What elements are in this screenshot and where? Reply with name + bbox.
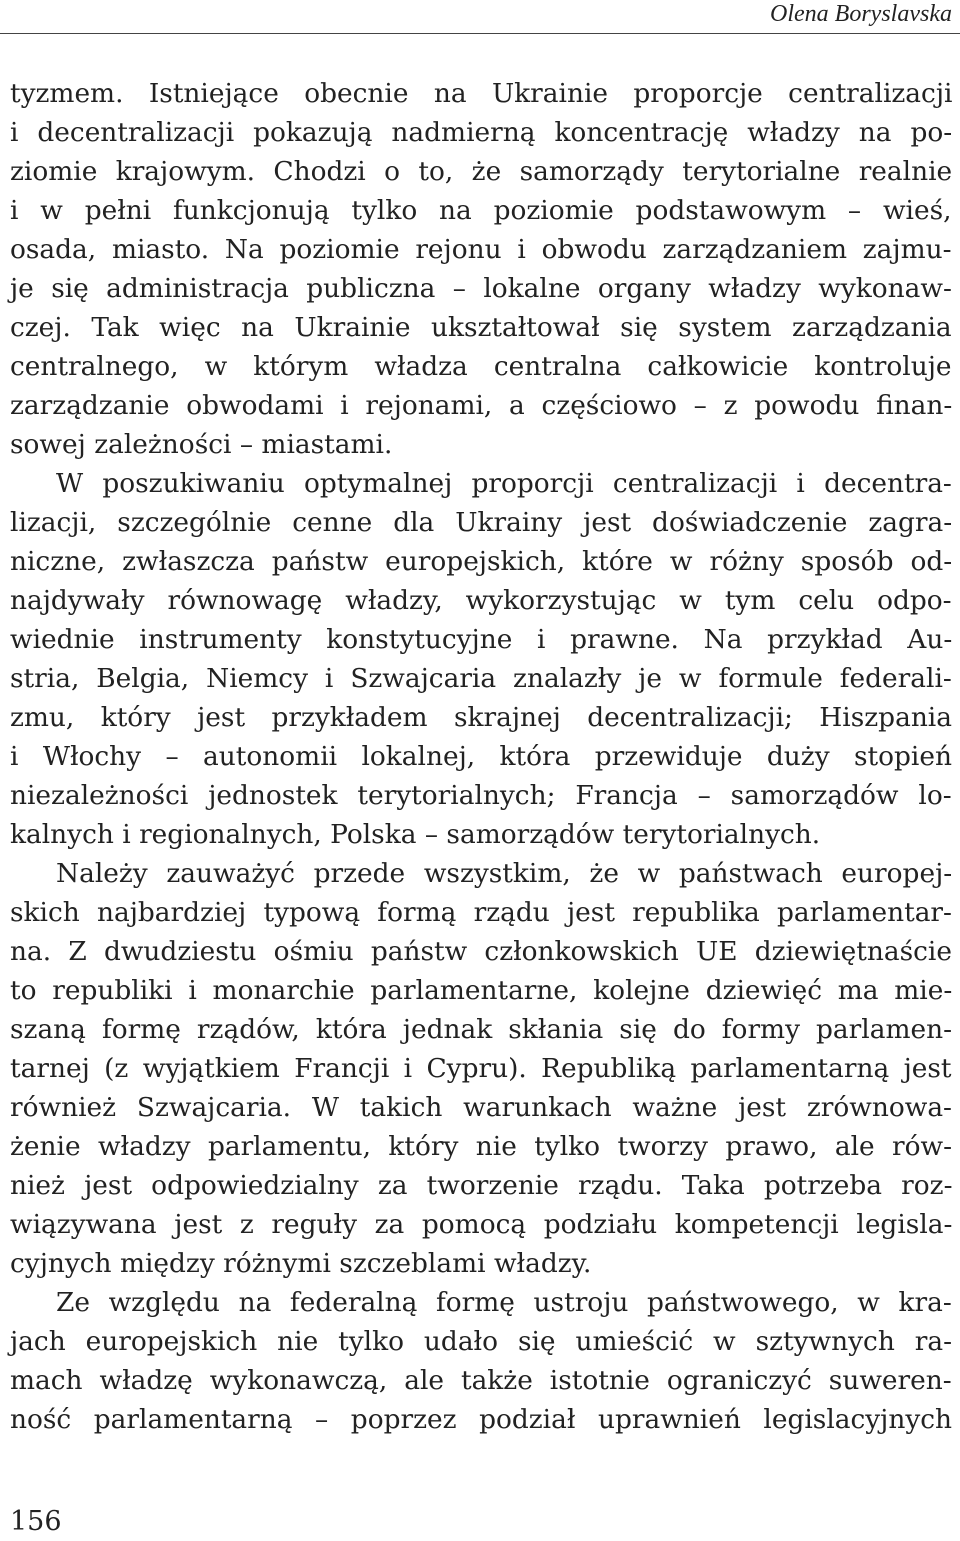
text-line: skich najbardziej typową formą rządu jest republika parlamentar-	[10, 897, 952, 928]
text-line: cyjnych między różnymi szczeblami władzy.	[10, 1248, 592, 1279]
text-line: jach europejskich nie tylko udało się umieścić w sztywnych ra-	[10, 1326, 953, 1357]
text-line: stria, Belgia, Niemcy i Szwajcaria znalazły je w formule federali-	[10, 663, 952, 694]
paragraph-3	[10, 854, 952, 1283]
text-line: centralnego, w którym władza centralna całkowicie kontroluje	[10, 351, 952, 382]
text-line: sowej zależności – miastami.	[10, 429, 393, 460]
text-line: na. Z dwudziestu ośmiu państw członkowskich UE dziewiętnaście	[10, 936, 952, 967]
text-line: również Szwajcaria. W takich warunkach ważne jest zrównowa-	[10, 1092, 952, 1123]
text-line: osada, miasto. Na poziomie rejonu i obwodu zarządzaniem zajmu-	[10, 234, 952, 265]
paragraph-2	[10, 464, 952, 854]
text-line: i w pełni funkcjonują tylko na poziomie podstawowym – wieś,	[10, 195, 952, 226]
running-header	[0, 0, 960, 34]
text-line: to republiki i monarchie parlamentarne, kolejne dziewięć ma mie-	[10, 975, 953, 1006]
text-line: Należy zauważyć przede wszystkim, że w państwach europej-	[56, 858, 953, 889]
text-line: zmu, który jest przykładem skrajnej decentralizacji; Hiszpania	[10, 702, 952, 733]
text-line: W poszukiwaniu optymalnej proporcji centralizacji i decentra-	[56, 468, 952, 499]
text-line: tyzmem. Istniejące obecnie na Ukrainie proporcje centralizacji	[10, 78, 953, 109]
text-line: ność parlamentarną – poprzez podział uprawnień legislacyjnych	[10, 1404, 953, 1435]
text-line: najdywały równowagę władzy, wykorzystując w tym celu odpo-	[10, 585, 952, 616]
text-line: żenie władzy parlamentu, który nie tylko tworzy prawo, ale rów-	[10, 1131, 953, 1162]
page-body	[10, 74, 952, 1439]
text-line: Ze względu na federalną formę ustroju państwowego, w kra-	[56, 1287, 952, 1318]
text-line: szaną formę rządów, która jednak skłania się do formy parlamen-	[10, 1014, 953, 1045]
text-line: lizacji, szczególnie cenne dla Ukrainy jest doświadczenie zagra-	[10, 507, 953, 538]
paragraph-1	[10, 74, 952, 464]
text-line: nież jest odpowiedzialny za tworzenie rządu. Taka potrzeba roz-	[10, 1170, 953, 1201]
text-line: zarządzanie obwodami i rejonami, a częściowo – z powodu finan-	[10, 390, 953, 421]
page-number: 156	[10, 1506, 62, 1537]
text-line: ziomie krajowym. Chodzi o to, że samorządy terytorialne realnie	[10, 156, 953, 187]
text-line: i Włochy – autonomii lokalnej, która przewiduje duży stopień	[10, 741, 952, 772]
text-line: wiednie instrumenty konstytucyjne i prawne. Na przykład Au-	[10, 624, 953, 655]
running-header-author: Olena Boryslavska	[770, 1, 952, 27]
text-line: tarnej (z wyjątkiem Francji i Cypru). Republiką parlamentarną jest	[10, 1053, 952, 1084]
text-line: niezależności jednostek terytorialnych; Francja – samorządów lo-	[10, 780, 952, 811]
text-line: kalnych i regionalnych, Polska – samorządów terytorialnych.	[10, 819, 821, 850]
text-line: czej. Tak więc na Ukrainie ukształtował się system zarządzania	[10, 312, 952, 343]
paragraph-4	[10, 1283, 952, 1439]
text-line: niczne, zwłaszcza państw europejskich, które w różny sposób od-	[10, 546, 953, 577]
text-line: je się administracja publiczna – lokalne organy władzy wykonaw-	[10, 273, 952, 304]
text-line: wiązywana jest z reguły za pomocą podziału kompetencji legisla-	[10, 1209, 953, 1240]
text-line: mach władzę wykonawczą, ale także istotnie ograniczyć suweren-	[10, 1365, 952, 1396]
text-line: i decentralizacji pokazują nadmierną koncentrację władzy na po-	[10, 117, 953, 148]
